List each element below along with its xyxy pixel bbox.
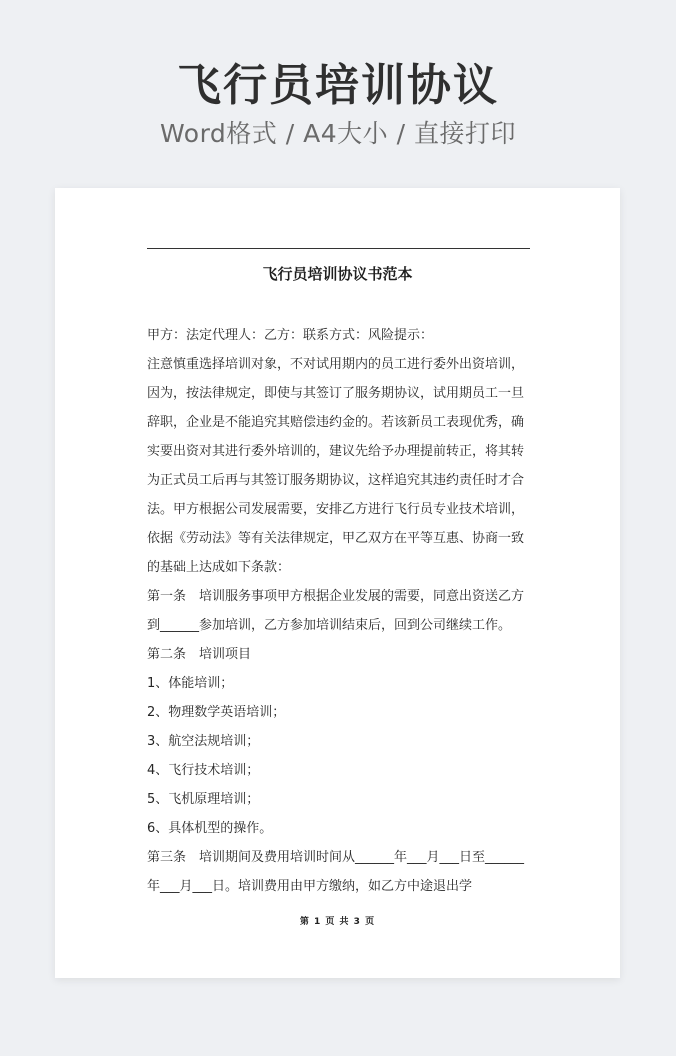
list-item: 1、体能培训； xyxy=(147,676,234,691)
document-body xyxy=(147,321,530,901)
page-title: 飞行员培训协议 xyxy=(177,60,499,111)
parties-line: 甲方：法定代理人：乙方：联系方式：风险提示： xyxy=(147,328,434,343)
article-1: 第一条 培训服务事项甲方根据企业发展的需要，同意出资送乙方到______参加培训，乙方参加培训结束后，回到公司继续工作。 xyxy=(147,589,525,633)
header-rule xyxy=(147,248,530,249)
list-item: 6、具体机型的操作。 xyxy=(147,821,273,836)
article-2-heading: 第二条 培训项目 xyxy=(147,647,252,662)
list-item: 2、物理数学英语培训； xyxy=(147,705,286,720)
list-item: 4、飞行技术培训； xyxy=(147,763,260,778)
page-number: 第 1 页 共 3 页 xyxy=(299,917,376,927)
list-item: 5、飞机原理培训； xyxy=(147,792,260,807)
document-page xyxy=(55,188,620,978)
risk-notice-paragraph: 注意慎重选择培训对象，不对试用期内的员工进行委外出资培训，因为，按法律规定，即使与其签订了服务期协议，试用期员工一旦辞职，企业是不能追究其赔偿违约金的。若该新员工表现优秀，确实要出资对其进行委外培训的，建议先给予办理提前转正，将其转为正式员工后再与其签订服务期协议，这样追究其违约责任时才合法。甲方根据公司发展需要，安排乙方进行飞行员专业技术培训，依据《劳动法》等有关法律规定，甲乙双方在平等互惠、协商一致的基础上达成如下条款： xyxy=(147,357,525,575)
document-title: 飞行员培训协议书范本 xyxy=(262,265,413,283)
page-subtitle: Word格式 / A4大小 / 直接打印 xyxy=(160,119,516,148)
list-item: 3、航空法规培训； xyxy=(147,734,260,749)
article-3: 第三条 培训期间及费用培训时间从______年___月___日至______年___月___日。培训费用由甲方缴纳，如乙方中途退出学 xyxy=(147,850,525,894)
